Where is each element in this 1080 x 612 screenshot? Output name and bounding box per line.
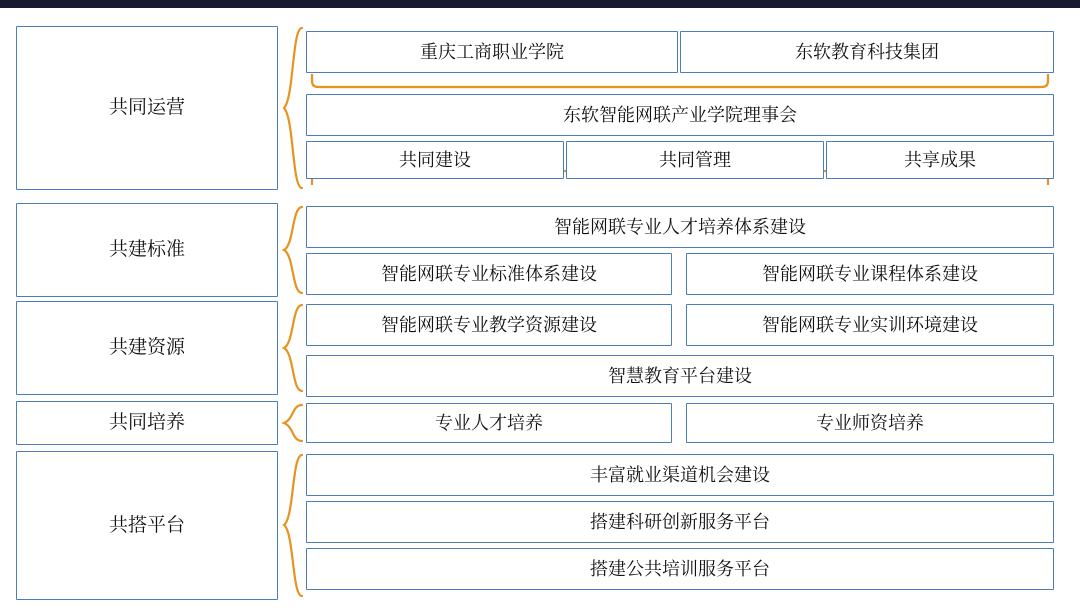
cultivation-box-2: 专业师资培养 (686, 403, 1054, 443)
category-joint-resource: 共建资源 (16, 301, 278, 395)
category-joint-platform: 共搭平台 (16, 451, 278, 600)
brace-joint-operation (282, 26, 304, 190)
platform-box-1: 丰富就业渠道机会建设 (306, 454, 1054, 496)
standard-row2-box2: 智能网联专业课程体系建设 (686, 253, 1054, 295)
brace-joint-resource (282, 303, 304, 393)
brace-joint-cultivation (282, 403, 304, 443)
council-box: 东软智能网联产业学院理事会 (306, 94, 1054, 136)
resource-row1-box2: 智能网联专业实训环境建设 (686, 304, 1054, 346)
action-box-1: 共同建设 (306, 141, 564, 179)
standard-row2-box1: 智能网联专业标准体系建设 (306, 253, 672, 295)
resource-row1-box1: 智能网联专业教学资源建设 (306, 304, 672, 346)
brace-joint-standard (282, 205, 304, 295)
platform-box-2: 搭建科研创新服务平台 (306, 501, 1054, 543)
top-bar (0, 0, 1080, 8)
cultivation-box-1: 专业人才培养 (306, 403, 672, 443)
resource-row2-box1: 智慧教育平台建设 (306, 355, 1054, 397)
category-joint-cultivation: 共同培养 (16, 401, 278, 445)
brace-joint-platform (282, 453, 304, 598)
standard-row1-box1: 智能网联专业人才培养体系建设 (306, 206, 1054, 248)
partner-box-1: 重庆工商职业学院 (306, 31, 678, 73)
platform-box-3: 搭建公共培训服务平台 (306, 548, 1054, 590)
action-box-3: 共享成果 (826, 141, 1054, 179)
action-box-2: 共同管理 (566, 141, 824, 179)
category-joint-operation: 共同运营 (16, 26, 278, 190)
category-joint-standard: 共建标准 (16, 203, 278, 297)
partner-box-2: 东软教育科技集团 (680, 31, 1054, 73)
